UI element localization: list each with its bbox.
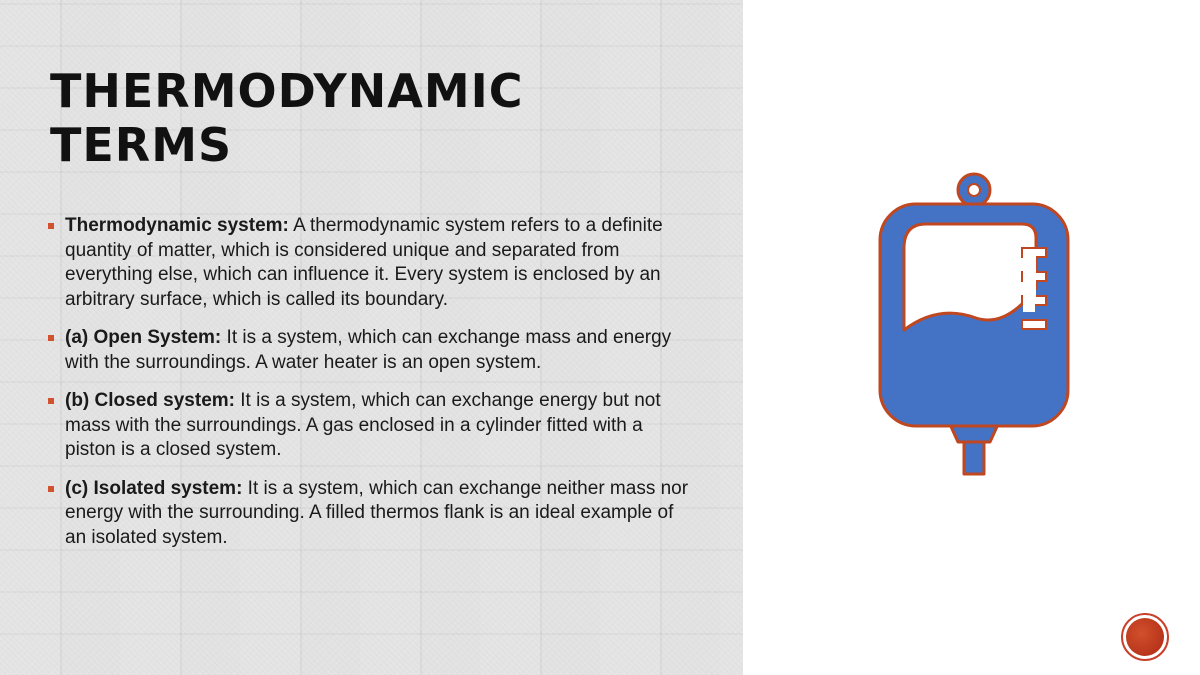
bullet-text: It is a system, which can exchange neither mass nor energy with the surrounding. A filled thermos flank is an ideal example of an isolated system. [65,477,689,548]
bullet-item [48,326,698,375]
iv-bag-icon [876,170,1072,478]
bullet-term: (b) Closed system: [65,390,235,411]
bullet-term: (a) Open System: [65,327,222,348]
bullet-text: A thermodynamic system refers to a definite quantity of matter, which is considered unique and separated from everything else, which can influence it. Every system is enclosed by an arbitrary surface, which is called its boundary. [65,215,663,310]
navigation-button[interactable] [1121,613,1169,661]
title-line-1: THERMODYNAMIC [50,64,524,118]
bullet-term: Thermodynamic system: [65,215,289,236]
navigation-button-icon [1126,618,1164,656]
bullet-item [48,389,698,463]
bullet-item [48,214,698,312]
title-line-2: TERMS [50,118,233,172]
bullet-term: (c) Isolated system: [65,477,243,499]
bullet-text: It is a system, which can exchange energy but not mass with the surroundings. A gas enclosed in a cylinder fitted with a piston is a closed system. [65,390,661,460]
bullet-marker-icon [48,398,54,404]
bullet-text: It is a system, which can exchange mass and energy with the surroundings. A water heater is an open system. [65,327,672,373]
bullet-item [48,477,698,551]
bullet-marker-icon [48,486,54,492]
bullet-marker-icon [48,223,54,229]
bullet-marker-icon [48,335,54,341]
slide-title [50,64,610,172]
bullet-list [48,214,698,564]
